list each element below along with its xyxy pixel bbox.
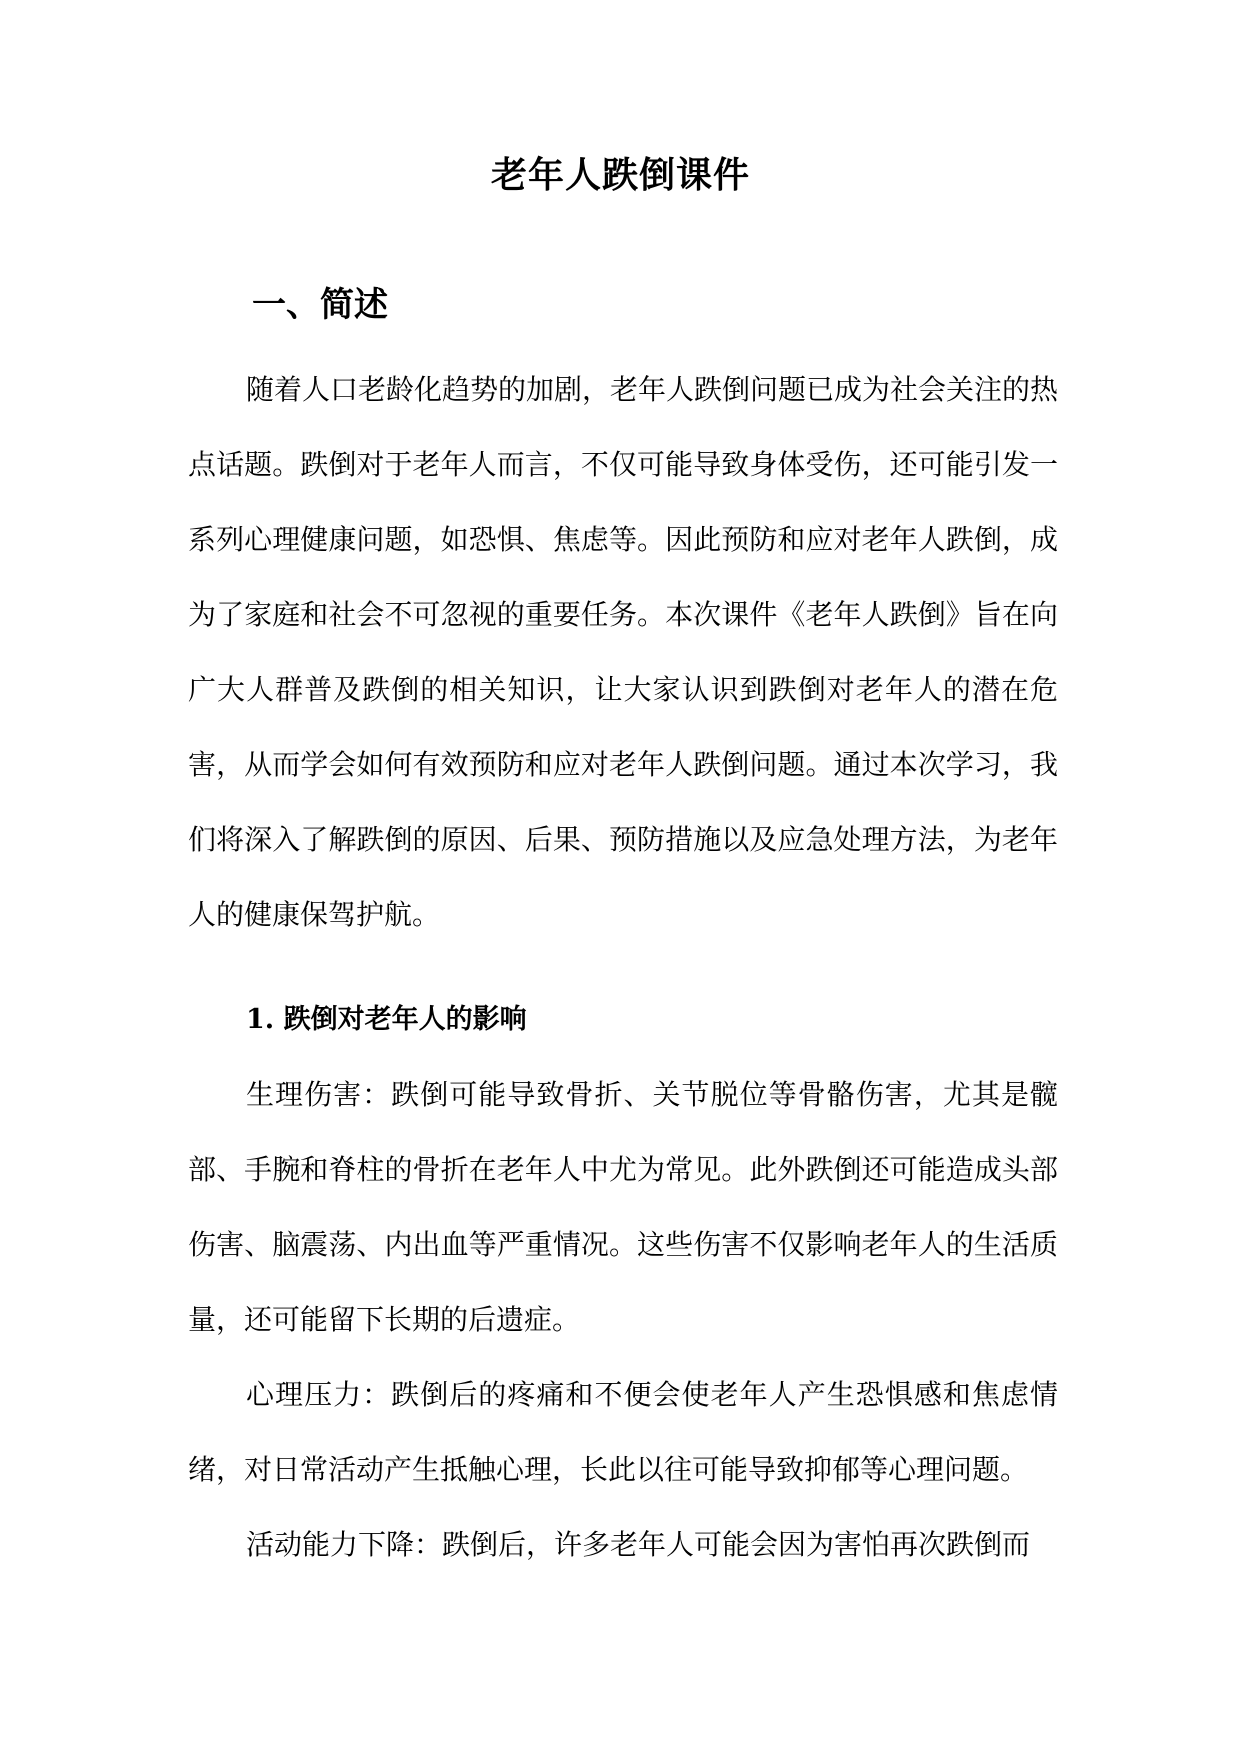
overview-paragraph: 随着人口老龄化趋势的加剧，老年人跌倒问题已成为社会关注的热点话题。跌倒对于老年人而言，不仅可能导致身体受伤，还可能引发一系列心理健康问题，如恐惧、焦虑等。因此预防和应对老年人跌倒，成为了家庭和社会不可忽视的重要任务。本次课件《老年人跌倒》旨在向广大人群普及跌倒的相关知识，让大家认识到跌倒对老年人的潜在危害，从而学会如何有效预防和应对老年人跌倒问题。通过本次学习，我们将深入了解跌倒的原因、后果、预防措施以及应急处理方法，为老年人的健康保驾护航。 (188, 373, 1059, 931)
paragraph-physical-harm: 生理伤害：跌倒可能导致骨折、关节脱位等骨骼伤害，尤其是髋部、手腕和脊柱的骨折在老年人中尤为常见。此外跌倒还可能造成头部伤害、脑震荡、内出血等严重情况。这些伤害不仅影响老年人的生活质量，还可能留下长期的后遗症。 (188, 1078, 1058, 1336)
paragraph-psychological-stress: 心理压力：跌倒后的疼痛和不便会使老年人产生恐惧感和焦虑情绪，对日常活动产生抵触心理，长此以往可能导致抑郁等心理问题。 (188, 1378, 1058, 1486)
section-heading-overview: 一、简述 (252, 285, 388, 325)
document-title: 老年人跌倒课件 (490, 154, 750, 196)
subsection-heading-impact: 1. 跌倒对老年人的影响 (246, 1004, 527, 1035)
paragraph-mobility-decline: 活动能力下降：跌倒后，许多老年人可能会因为害怕再次跌倒而 (246, 1528, 1031, 1561)
